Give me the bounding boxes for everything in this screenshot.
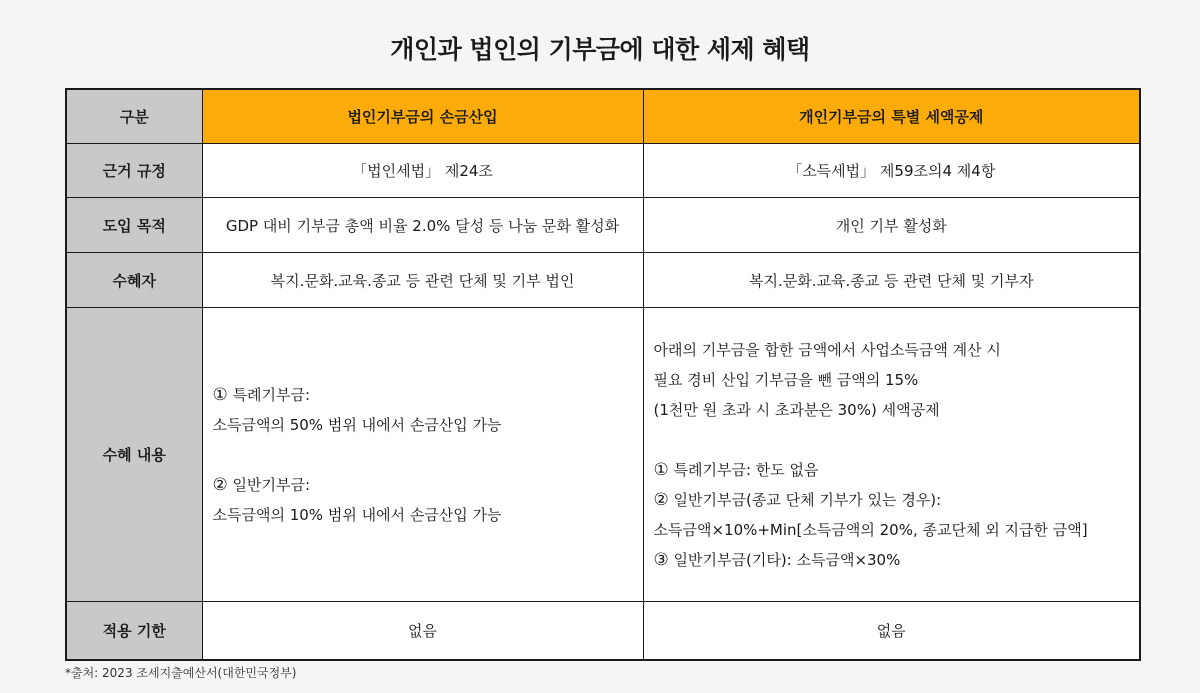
circled-number-1: ① (653, 459, 669, 480)
cell-individual-expiry: 없음 (643, 602, 1140, 661)
cell-individual-legal-basis: 「소득세법」 제59조의4 제4항 (643, 144, 1140, 198)
benefit-item-2-title: ② 일반기부금: (212, 474, 311, 495)
header-individual: 개인기부금의 특별 세액공제 (643, 89, 1140, 144)
circled-number-3: ③ (653, 549, 669, 570)
benefit-item-2: ② 일반기부금(종교 단체 기부가 있는 경우): (653, 489, 942, 510)
header-corporate: 법인기부금의 손금산입 (202, 89, 643, 144)
cell-corporate-legal-basis: 「법인세법」 제24조 (202, 144, 643, 198)
circled-number-1: ① (212, 384, 228, 405)
benefit-item-2-formula: 소득금액×10%+Min[소득금액의 20%, 종교단체 외 지급한 금액] (653, 520, 1088, 539)
benefit-item-1-title: ① 특례기부금: (212, 384, 311, 405)
benefit-item-1-desc: 소득금액의 50% 범위 내에서 손금산입 가능 (212, 415, 502, 434)
table-row (66, 602, 1140, 661)
benefit-item-1: ① 특례기부금: 한도 없음 (653, 459, 819, 480)
table-row (66, 198, 1140, 253)
circled-number-2: ② (653, 489, 669, 510)
cell-individual-beneficiary: 복지.문화.교육.종교 등 관련 단체 및 기부자 (643, 253, 1140, 308)
cell-individual-purpose: 개인 기부 활성화 (643, 198, 1140, 253)
page-title: 개인과 법인의 기부금에 대한 세제 혜택 (390, 35, 810, 64)
row-label-expiry: 적용 기한 (66, 602, 202, 661)
cell-individual-benefit (643, 308, 1140, 602)
table-row (66, 253, 1140, 308)
benefit-item-3: ③ 일반기부금(기타): 소득금액×30% (653, 549, 901, 570)
benefit-item-2-desc: 소득금액의 10% 범위 내에서 손금산입 가능 (212, 505, 502, 524)
header-category: 구분 (66, 89, 202, 144)
cell-corporate-beneficiary: 복지.문화.교육.종교 등 관련 단체 및 기부 법인 (202, 253, 643, 308)
table-row (66, 308, 1140, 602)
cell-corporate-benefit (202, 308, 643, 602)
cell-corporate-purpose: GDP 대비 기부금 총액 비율 2.0% 달성 등 나눔 문화 활성화 (202, 198, 643, 253)
benefit-intro-line-2: 필요 경비 산입 기부금을 뺀 금액의 15% (653, 370, 919, 389)
row-label-beneficiary: 수혜자 (66, 253, 202, 308)
table-row (66, 144, 1140, 198)
cell-corporate-expiry: 없음 (202, 602, 643, 661)
benefit-intro-line-1: 아래의 기부금을 합한 금액에서 사업소득금액 계산 시 (653, 340, 1001, 359)
source-footnote: *출처: 2023 조세지출예산서(대한민국정부) (65, 666, 297, 680)
row-label-benefit: 수혜 내용 (66, 308, 202, 602)
circled-number-2: ② (212, 474, 228, 495)
row-label-legal-basis: 근거 규정 (66, 144, 202, 198)
benefit-intro-line-3: (1천만 원 초과 시 초과분은 30%) 세액공제 (653, 400, 940, 419)
tax-benefit-table (65, 88, 1141, 661)
row-label-purpose: 도입 목적 (66, 198, 202, 253)
